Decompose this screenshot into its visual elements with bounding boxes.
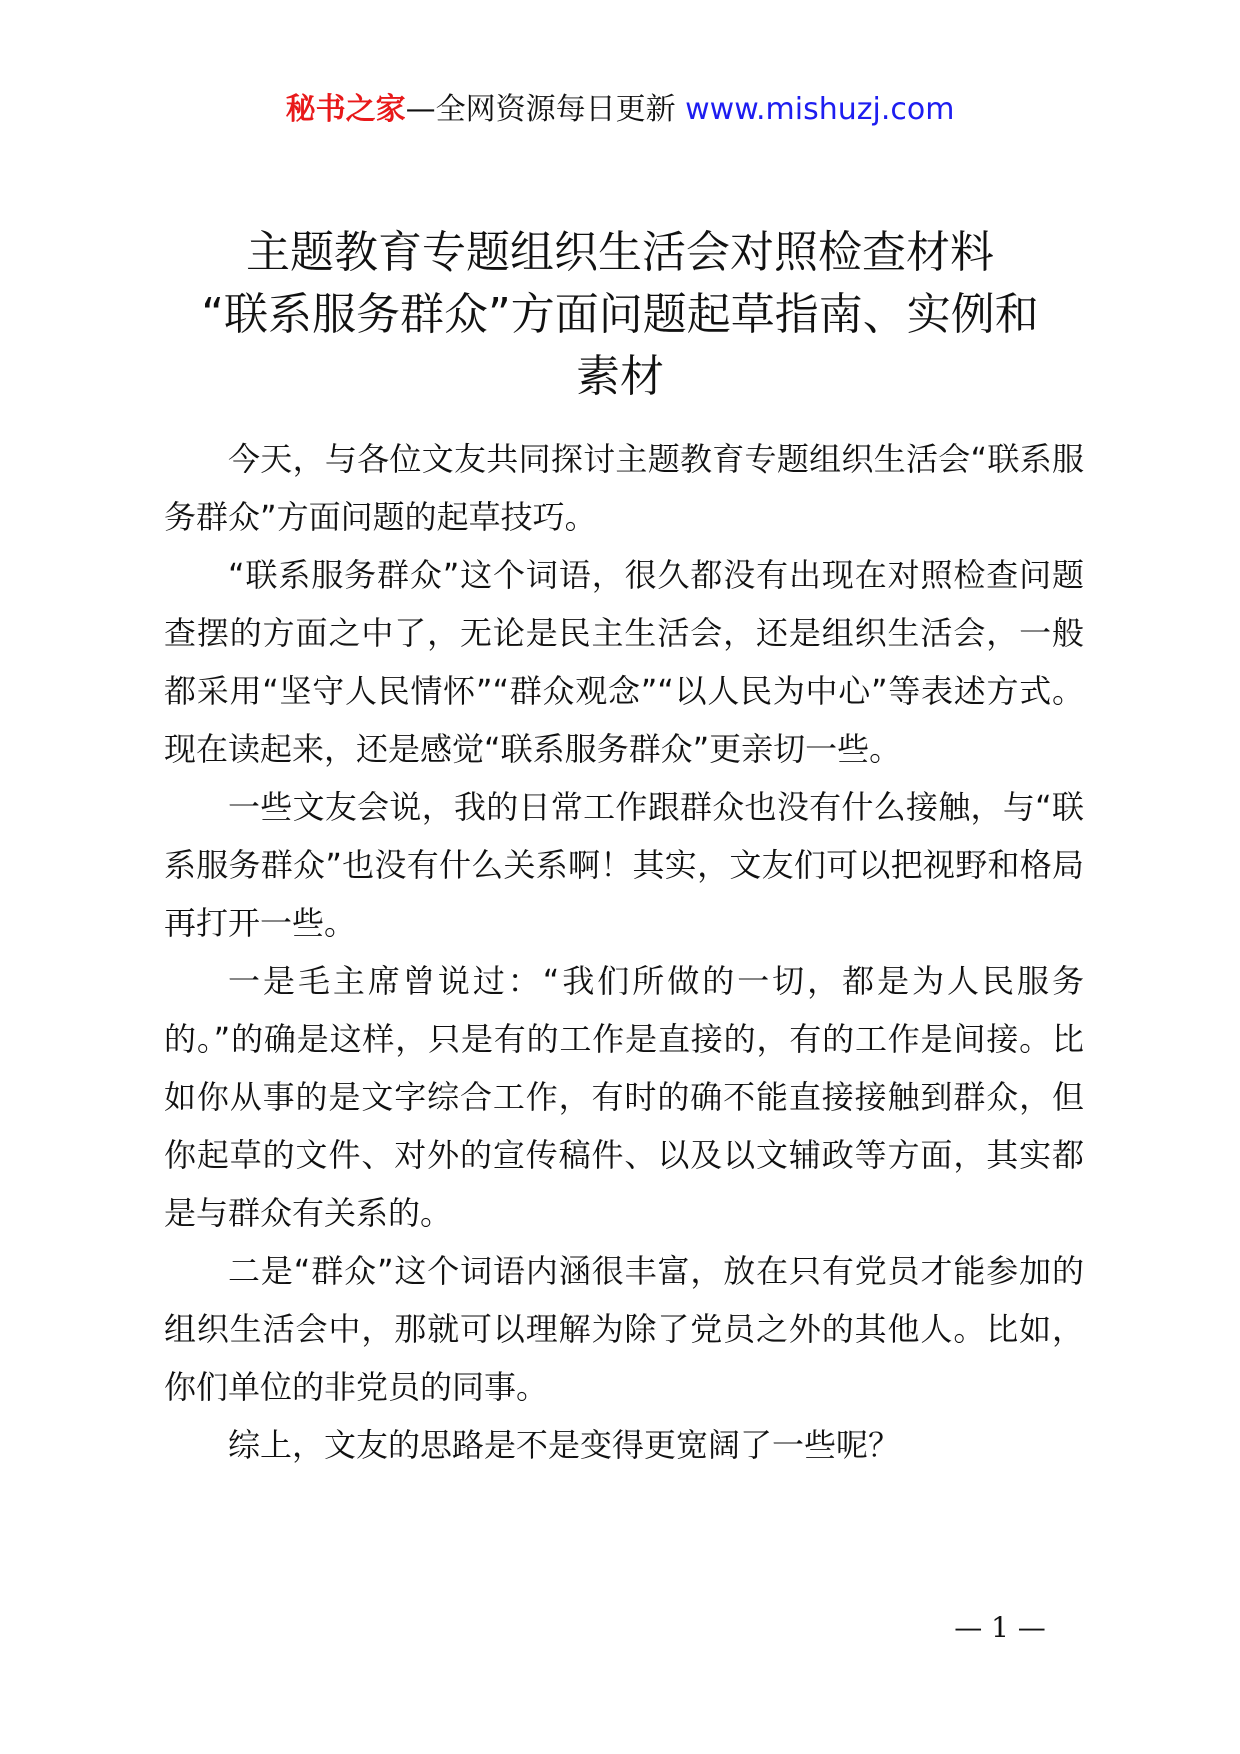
paragraph-point-one: 一是毛主席曾说过：“我们所做的一切，都是为人民服务的。”的确是这样，只是有的工作是直接的，有的工作是间接。比如你从事的是文字综合工作，有时的确不能直接接触到群众，但你起草的文件、对外的宣传稿件、以及以文辅政等方面，其实都是与群众有关系的。 <box>164 962 1084 1232</box>
document-body <box>164 430 1084 1474</box>
paragraph-summary: 综上，文友的思路是不是变得更宽阔了一些呢？ <box>228 1426 901 1464</box>
title-line-1: 主题教育专题组织生活会对照检查材料 <box>246 227 994 278</box>
title-line-2: “联系服务群众”方面问题起草指南、实例和 <box>201 289 1039 340</box>
header-slogan: —全网资源每日更新 <box>405 92 676 127</box>
document-title <box>140 222 1100 408</box>
paragraph-objection: 一些文友会说，我的日常工作跟群众也没有什么接触，与“联系服务群众”也没有什么关系啊！其实，文友们可以把视野和格局再打开一些。 <box>164 788 1084 942</box>
paragraph-term-usage: “联系服务群众”这个词语，很久都没有出现在对照检查问题查摆的方面之中了，无论是民主生活会，还是组织生活会，一般都采用“坚守人民情怀”“群众观念”“以人民为中心”等表述方式。现在读起来，还是感觉“联系服务群众”更亲切一些。 <box>164 556 1084 768</box>
site-url-link[interactable]: www.mishuzj.com <box>685 92 955 127</box>
page-number: — 1 — <box>954 1611 1046 1644</box>
paragraph-intro: 今天，与各位文友共同探讨主题教育专题组织生活会“联系服务群众”方面问题的起草技巧。 <box>164 440 1084 536</box>
title-line-3: 素材 <box>576 351 664 402</box>
site-header <box>0 90 1240 130</box>
paragraph-point-two: 二是“群众”这个词语内涵很丰富，放在只有党员才能参加的组织生活会中，那就可以理解为除了党员之外的其他人。比如，你们单位的非党员的同事。 <box>164 1252 1084 1406</box>
brand-name: 秘书之家 <box>285 92 406 127</box>
